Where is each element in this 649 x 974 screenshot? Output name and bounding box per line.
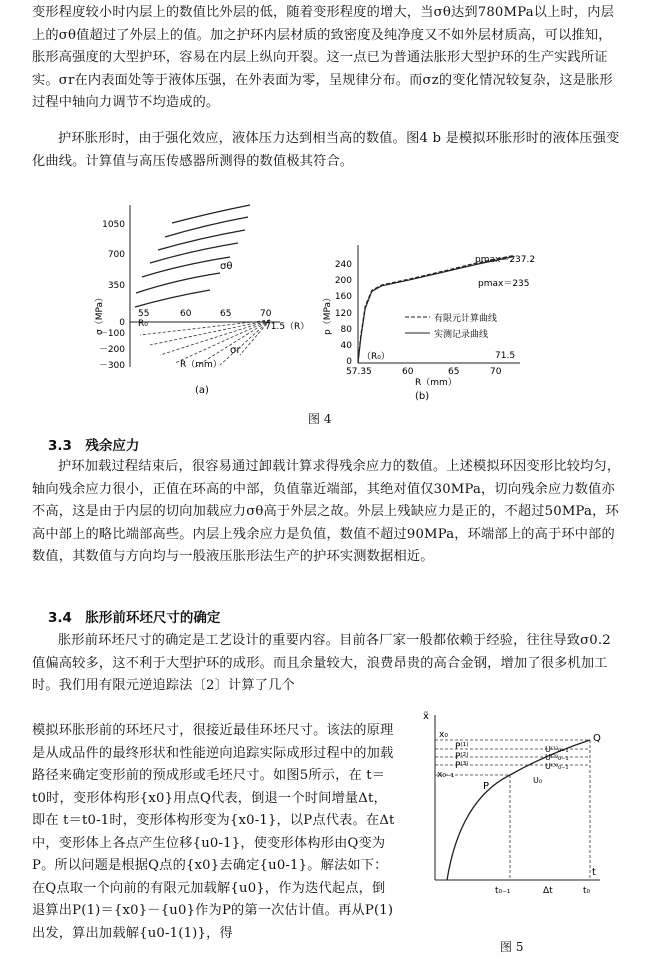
label-q: Q	[593, 733, 601, 744]
label-t0: t₀	[583, 886, 591, 896]
legend-measured: 实测记录曲线	[434, 330, 489, 340]
y-tick: 200	[334, 276, 352, 286]
y-tick: 1050	[102, 220, 125, 230]
y-tick: 240	[334, 260, 352, 270]
label-p3: P⁽³⁾	[455, 761, 469, 771]
figure-4-caption: 图 4	[308, 412, 332, 426]
paragraph-2: 护环胀形时，由于强化效应，液体压力达到相当高的数值。图4 b 是模拟环胀形时的液体压强变化曲线。计算值与高压传感器所测得的数值极其符合。	[32, 131, 620, 169]
end-label: 71.5（R）	[265, 322, 310, 332]
label-u02: U⁽²⁾₀₋₁	[545, 753, 569, 762]
section-heading-3-3: 3.3 残余应力	[48, 438, 140, 454]
x-tick: 70	[490, 367, 502, 377]
figure-5	[415, 705, 610, 930]
x-tick: 60	[180, 309, 192, 319]
y-axis-label: x̃	[423, 711, 429, 722]
sigma-r-label: σr	[230, 345, 241, 356]
paragraph-1: 变形程度较小时内层上的数值比外层的低，随着变形程度的增大，当σθ达到780MPa以上时，内层上的σθ值超过了外层上的值。加之护环内层材质的致密度及纯净度又不如外层材质高，可以推知，胀形高强度的大型护环，容易在内层上纵向开裂。这一点已为普通法胀形大型护环的生产实践所证实。σr在内表面处等于液体压强，在外表面为零，呈规律分布。而σz的变化情况较复杂，这是胀形过程中轴向力调节不均造成的。	[32, 5, 615, 110]
r0-label: （R₀）	[362, 352, 390, 362]
fig4b-series	[358, 255, 514, 363]
fig4a-caption: (a)	[195, 385, 209, 396]
fig4b-caption: (b)	[415, 391, 430, 402]
label-p: P	[483, 781, 490, 792]
paragraph-4: 胀形前环坯尺寸的确定是工艺设计的重要内容。目前各厂家一般都依赖于经验，往往导致σ0.2值偏高较多，这不利于大型护环的成形。而且余量较大，浪费昂贵的高合金钢，增加了很多机加工时。我们用有限元逆追踪法〔2〕计算了几个	[32, 633, 611, 693]
r0-label: R₀	[138, 319, 148, 329]
figure-5-caption: 图 5	[500, 940, 524, 954]
sigma-theta-curves	[135, 205, 250, 307]
legend-fem: 有限元计算曲线	[434, 314, 498, 324]
x-tick: 55	[138, 309, 150, 319]
figure-4b	[322, 245, 535, 388]
label-p2: P⁽²⁾	[455, 752, 469, 762]
y-tick: 350	[107, 281, 125, 291]
y-tick: －300	[98, 361, 125, 371]
y-tick: 0	[346, 357, 352, 367]
x-tick: 65	[448, 367, 460, 377]
label-u01: U⁽¹⁾₀₋₁	[545, 745, 569, 754]
x-axis-label: R（mm）	[415, 378, 457, 388]
y-tick: 160	[334, 292, 352, 302]
label-x01: x₀₋₁	[437, 770, 455, 780]
label-t01: t₀₋₁	[495, 886, 511, 896]
x-axis-label: R（mm）	[180, 360, 222, 370]
pmax-label-2: pmax＝235	[478, 279, 530, 289]
y-axis-label: σ（MPa）	[95, 292, 105, 335]
paragraph-5: 模拟环胀形前的环坯尺寸，很接近最佳环坯尺寸。该法的原理是从成品件的最终形状和性能逆向追踪实际成形过程中的加载路径来确定变形前的预成形或毛坯尺寸。如图5所示，在 t＝t0时，变形体构形{x0}用点Q代表，倒退一个时间增量Δt，即在 t＝t0-1时，变形体构形变为{x0-1}，以P点代表。在Δt中，变形体上各点产生位移{u0-1}，使变形体构形由Q变为P。所以问题是根据Q点的{x0}去确定{u0-1}。解法如下：在Q点取一个向前的有限元加载解{u0}，作为迭代起点，倒退算出P(1)＝{x0}－{u0}作为P的第一次估计值。再从P(1)出发，算出加载解{u0-1(1)}，得	[32, 723, 395, 941]
y-tick: 40	[340, 341, 352, 351]
label-x0: x₀	[439, 730, 448, 740]
x-end-tick: 71.5	[495, 351, 516, 361]
section-heading-3-4: 3.4 胀形前环坯尺寸的确定	[48, 610, 221, 626]
y-tick: 0	[119, 318, 125, 328]
y-tick: －100	[98, 329, 125, 339]
figure-4	[80, 195, 550, 405]
pmax-label-1: pmax＝237.2	[475, 255, 536, 265]
x-axis-label: t	[592, 867, 596, 878]
series-fem-line	[358, 255, 514, 363]
y-tick: 700	[107, 250, 125, 260]
label-u03: U⁽³⁾₀₋₁	[545, 762, 569, 771]
y-axis-label: p（MPa）	[323, 292, 333, 335]
label-u0: U₀	[533, 776, 543, 785]
sigma-theta-label: σθ	[220, 261, 233, 272]
x-tick: 57.35	[346, 367, 372, 377]
y-tick: －200	[98, 345, 125, 355]
label-dt: Δt	[543, 886, 553, 896]
figure-4a	[94, 205, 309, 371]
x-tick: 65	[220, 309, 232, 319]
y-tick: 120	[334, 309, 352, 319]
x-tick: 60	[402, 367, 414, 377]
y-tick: 80	[340, 325, 352, 335]
paragraph-3: 护环加载过程结束后，很容易通过卸载计算求得残余应力的数值。上述模拟环因变形比较均匀，轴向残余应力很小，正值在环高的中部，负值靠近端部，其绝对值仅30MPa，切向残余应力数值亦不高，这是由于内层的切向加载应力σθ高于外层之故。外层上残缺应力是正的，不超过50MPa，环高中部上的略比端部高些。内层上残余应力是负值，数值不超过90MPa，环端部上的高于环中部的数值，其数值与方向均与一般液压胀形法生产的护环实测数据相近。	[32, 459, 621, 564]
x-tick: 70	[260, 309, 272, 319]
label-p1: P⁽¹⁾	[455, 742, 469, 752]
